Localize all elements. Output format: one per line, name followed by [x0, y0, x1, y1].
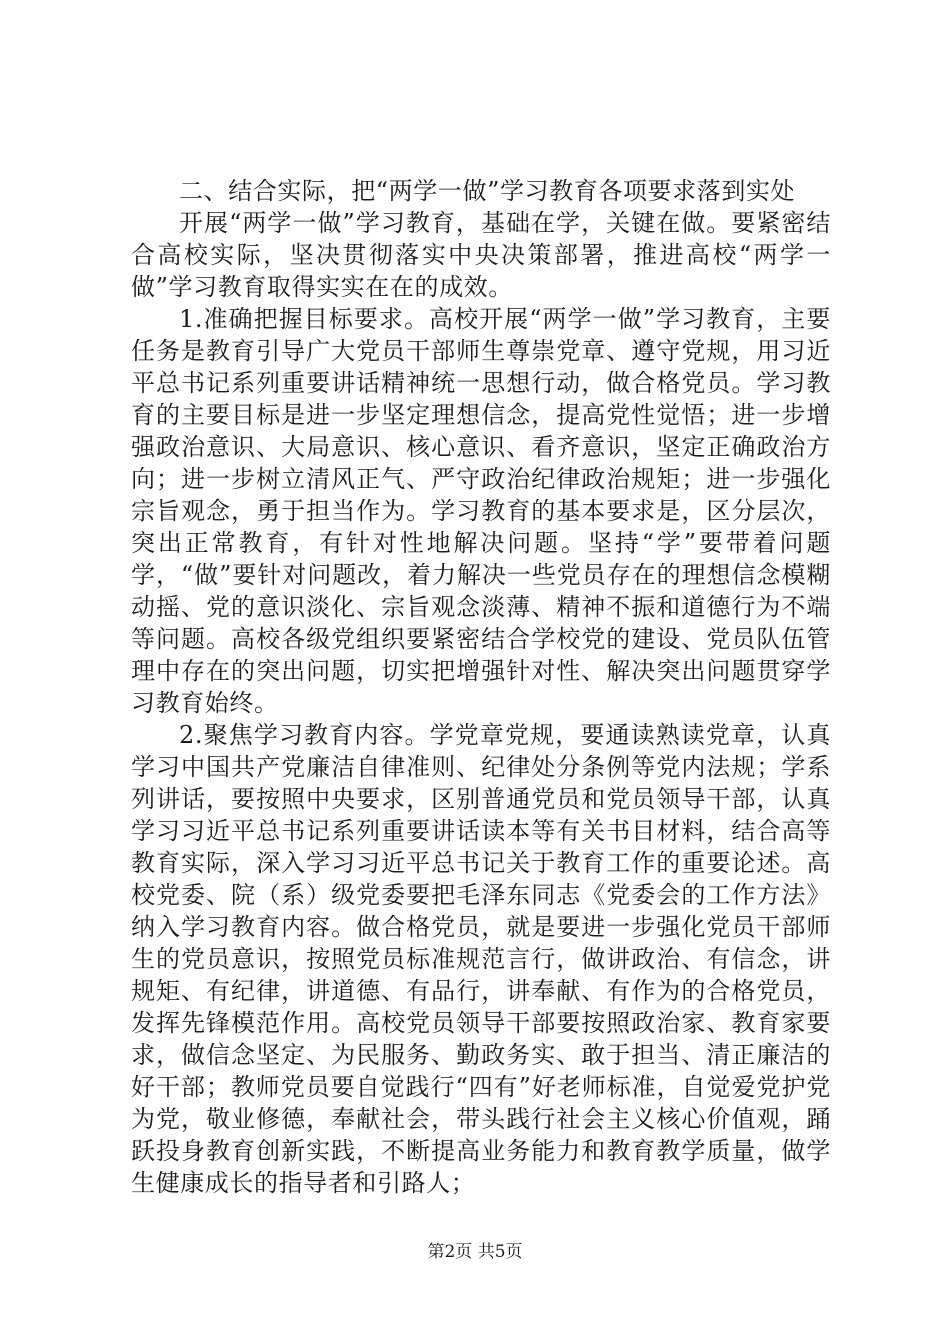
document-body [131, 175, 831, 1199]
intro-paragraph: 开展“两学一做”学习教育，基础在学，关键在做。要紧密结合高校实际，坚决贯彻落实中央决策部署，推进高校“两学一做”学习教育取得实实在在的成效。 [131, 209, 831, 301]
page-total: 共5页 [477, 1242, 523, 1262]
section-heading: 二、结合实际，把“两学一做”学习教育各项要求落到实处 [179, 177, 796, 205]
paragraph-goal-requirements: 1.准确把握目标要求。高校开展“两学一做”学习教育，主要任务是教育引导广大党员干部师生尊崇党章、遵守党规，用习近平总书记系列重要讲话精神统一思想行动，做合格党员。学习教育的主要目标是进一步坚定理想信念，提高党性觉悟；进一步增强政治意识、大局意识、核心意识、看齐意识，坚定正确政治方向；进一步树立清风正气、严守政治纪律政治规矩；进一步强化宗旨观念，勇于担当作为。学习教育的基本要求是，区分层次，突出正常教育，有针对性地解决问题。坚持“学”要带着问题学，“做”要针对问题改，着力解决一些党员存在的理想信念模糊动摇、党的意识淡化、宗旨观念淡薄、精神不振和道德行为不端等问题。高校各级党组织要紧密结合学校党的建设、党员队伍管理中存在的突出问题，切实把增强针对性、解决突出问题贯穿学习教育始终。 [131, 305, 831, 717]
page-footer [0, 1241, 950, 1263]
paragraph-study-content: 2.聚焦学习教育内容。学党章党规，要通读熟读党章，认真学习中国共产党廉洁自律准则、纪律处分条例等党内法规；学系列讲话，要按照中央要求，区别普通党员和党员领导干部，认真学习习近平总书记系列重要讲话读本等有关书目材料，结合高等教育实际，深入学习习近平总书记关于教育工作的重要论述。高校党委、院（系）级党委要把毛泽东同志《党委会的工作方法》纳入学习教育内容。做合格党员，就是要进一步强化党员干部师生的党员意识，按照党员标准规范言行，做讲政治、有信念，讲规矩、有纪律，讲道德、有品行，讲奉献、有作为的合格党员，发挥先锋模范作用。高校党员领导干部要按照政治家、教育家要求，做信念坚定、为民服务、勤政务实、敢于担当、清正廉洁的好干部；教师党员要自觉践行“四有”好老师标准，自觉爱党护党为党，敬业修德，奉献社会，带头践行社会主义核心价值观，踊跃投身教育创新实践，不断提高业务能力和教育教学质量，做学生健康成长的指导者和引路人； [131, 721, 831, 1197]
page-number: 第2页 [427, 1242, 473, 1262]
